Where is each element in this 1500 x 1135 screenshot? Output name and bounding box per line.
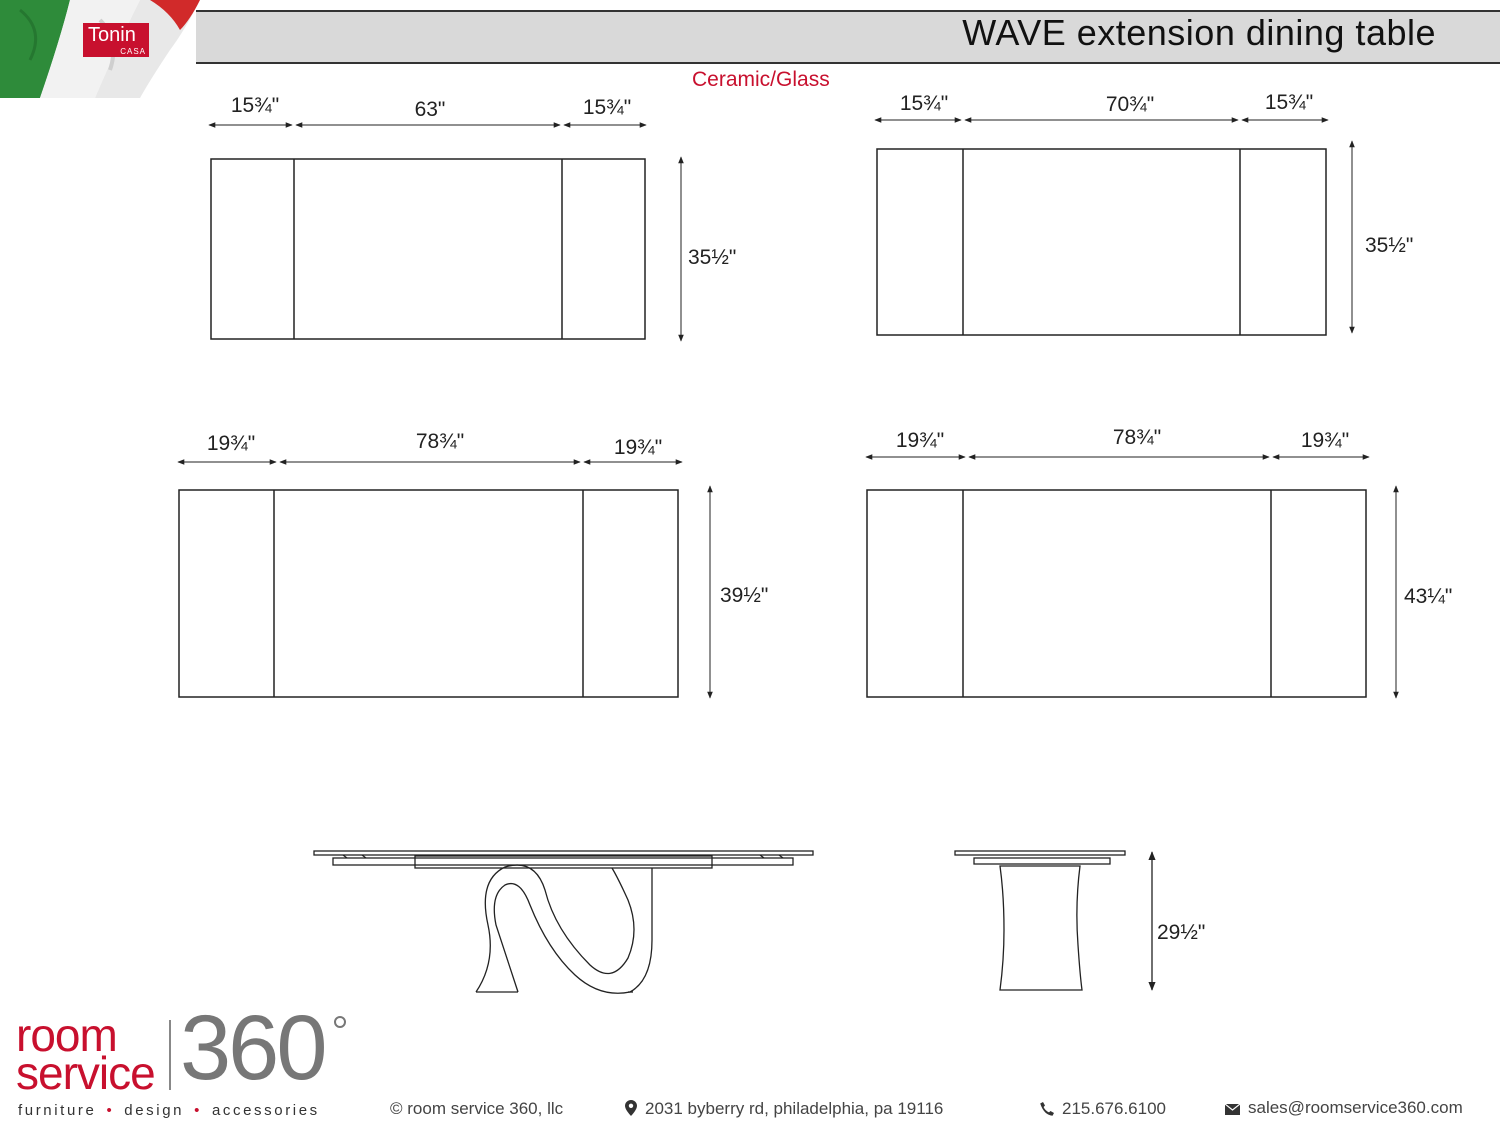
copyright-label: © room service 360, llc [390,1099,564,1118]
address-text: 2031 byberry rd, philadelphia, pa 19116 [645,1099,944,1118]
plan4-depth-dim: 43¼" [1404,585,1453,608]
brand-number-360: 360 [180,997,325,1099]
plan-view-1 [209,94,736,341]
bullet-icon: • [194,1102,202,1119]
phone-text: 215.676.6100 [1062,1099,1166,1118]
tagline-design: design [124,1102,185,1119]
plan1-depth-dim: 35½" [688,246,737,269]
envelope-icon [1225,1104,1240,1115]
plan3-right-extension-dim: 19¾" [613,436,663,459]
plan1-center-width-dim: 63" [414,98,446,121]
plan2-left-extension-dim: 15¾" [899,92,949,115]
brand-word-service: service [16,1047,155,1099]
phone-item [1040,1099,1166,1119]
page-title: WAVE extension dining table [962,12,1436,53]
side-elevation [955,851,1205,990]
copyright-text [390,1099,563,1119]
tagline [18,1102,320,1119]
plan2-depth-dim: 35½" [1365,234,1414,257]
material-label: Ceramic/Glass [692,68,830,91]
plan1-right-extension-dim: 15¾" [582,96,632,119]
email-item [1225,1098,1463,1118]
plan3-depth-dim: 39½" [720,584,769,607]
phone-icon [1040,1102,1054,1116]
brand-divider [169,1020,171,1090]
address-item [625,1099,943,1119]
plan1-left-extension-dim: 15¾" [230,94,280,117]
plan4-left-extension-dim: 19¾" [895,429,945,452]
casa-logo-text: CASA [120,47,146,56]
tagline-accessories: accessories [211,1102,320,1119]
tagline-furniture: furniture [18,1102,97,1119]
plan3-center-width-dim: 78¾" [415,430,465,453]
plan2-center-width-dim: 70¾" [1105,93,1155,116]
height-dim: 29½" [1157,921,1206,944]
plan4-right-extension-dim: 19¾" [1300,429,1350,452]
plan-view-4 [866,426,1452,698]
map-pin-icon [625,1100,637,1116]
plan4-center-width-dim: 78¾" [1112,426,1162,449]
degree-icon [334,1016,346,1028]
plan-view-3 [178,430,768,698]
plan3-left-extension-dim: 19¾" [206,432,256,455]
email-link[interactable]: sales@roomservice360.com [1248,1098,1463,1117]
bullet-icon: • [106,1102,115,1119]
tonin-logo-text: Tonin [88,24,136,46]
brand-word-room: room [16,1009,117,1061]
plan2-right-extension-dim: 15¾" [1264,91,1314,114]
plan-view-2 [875,91,1413,335]
front-elevation [314,851,813,993]
